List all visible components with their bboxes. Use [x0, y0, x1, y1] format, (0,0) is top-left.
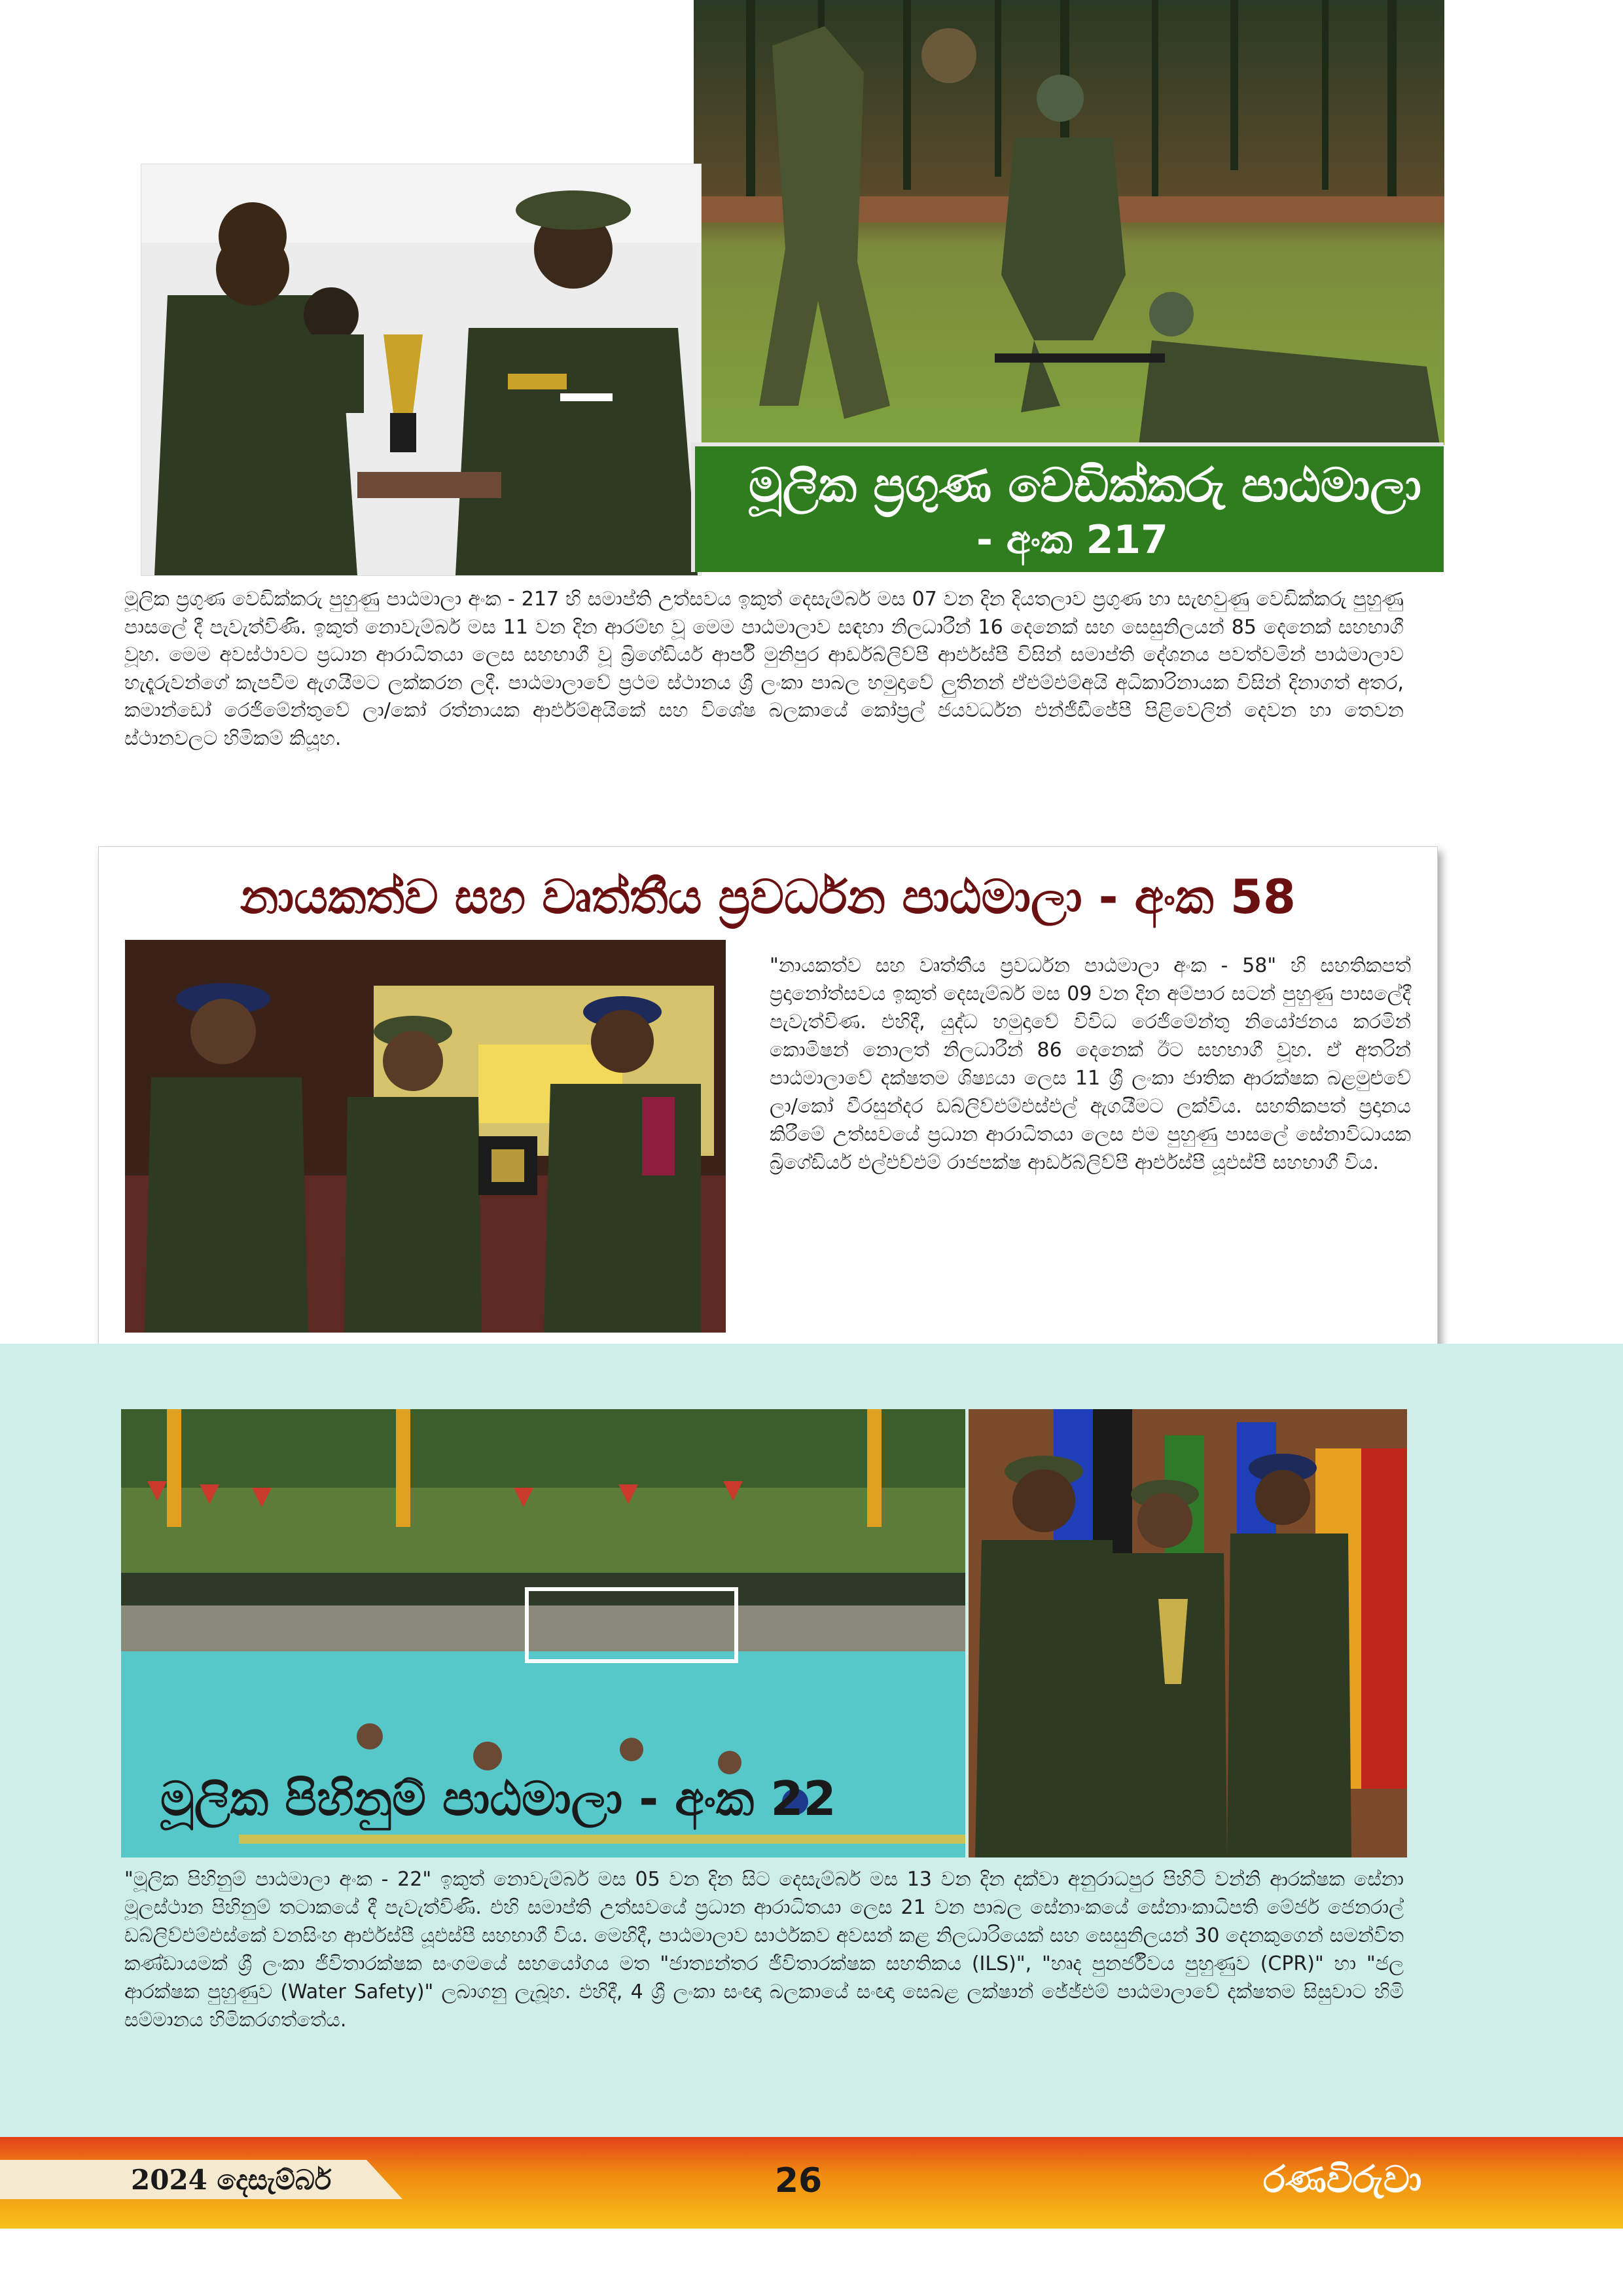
- section2-card: [98, 846, 1438, 1371]
- section2-title: නායකත්ව සහ වෘත්තීය ප්‍රවර්ධන පාඨමාලා - අංක 58: [240, 869, 1296, 924]
- photo-certificate-presentation: [125, 940, 726, 1333]
- page-number: 26: [774, 2161, 823, 2200]
- footer-brand-logo: රණවිරුවා: [1263, 2159, 1422, 2201]
- section1-title-line2: - අංක 217: [976, 517, 1168, 563]
- photo-rifle-training: [694, 0, 1444, 445]
- section1-title-line1: මූලික ප්‍රගුණ වෙඩික්කරු පාඨමාලා: [749, 457, 1421, 512]
- photo-swimming-award: [969, 1409, 1407, 1857]
- section2-body: "නායකත්ව සහ වෘත්තීය ප්‍රවර්ධන පාඨමාලා අංක - 58" හි සහතිකපත් ප්‍රදානෝත්සවය ඉකුත් දෙසැම්බර් මස 09 වන දින අම්පාර සටන් පුහුණු පාසලේදී පැවැත්විණ. එහිදී, යුද්ධ හමුදාවේ විවිධ රෙජිමේන්තු නියෝජනය කරමින් කොමිෂන් නොලත් නිලධාරීන් 86 දෙනෙක් ඊට සහභාගී වූහ. ඒ අතරින් පාඨමාලාවේ දක්ෂතම ශිෂ්‍යයා ලෙස 11 ශ්‍රී ලංකා ජාතික ආරක්ෂක බළමුළුවේ ලා/කෝ වීරසුන්දර ඩබ්ලිව්එම්එස්එල් ඇගයීමට ලක්විය. සහතිකපත් ප්‍රදානය කිරීමේ උත්සවයේ ප්‍රධාන ආරාධිතයා ලෙස එම පුහුණු පාසලේ සේනාවිධායක බ්‍රිගේඩියර් එල්එච්එම් රාජපක්ෂ ආර්ඩබ්ලිව්පී ආර්එස්පී යූඑස්පී සහභාගී විය.: [770, 954, 1411, 1174]
- section3-body: "මූලික පිහිනුම් පාඨමාලා අංක - 22" ඉකුත් නොවැම්බර් මස 05 වන දින සිට දෙසැම්බර් මස 13 වන දින දක්වා අනුරාධපුර පිහිටි වන්නි ආරක්ෂක සේනා මූලස්ථාන පිහිනුම් තටාකයේ දී පැවැත්විණි. එහි සමාප්ති උත්සවයේ ප්‍රධාන ආරාධිතයා ලෙස 21 වන පාබල සේනාංකයේ සේනාංකාධිපති මේජර් ජෙනරාල් ඩබ්ලිව්එම්එස්කේ වනසිංහ ආර්එස්පී යූඑස්පී සහභාගී විය. මෙහිදී, පාඨමාලාව සාර්ථකව අවසන් කළ නිලධාරියෙක් සහ සෙසුනිලයන් 30 දෙනකුගෙන් සමන්විත කණ්ඩායමක් ශ්‍රී ලංකා ජීවිතාරක්ෂක සංගමයේ සහයෝගය මත "ජාත්‍යන්තර ජීවිතාරක්ෂක සහතිකය (ILS)", "හෘද පුනර්ජීවය පුහුණුව (CPR)" හා "ජල ආරක්ෂක පුහුණුව (Water Safety)" ලබාගනු ලැබූහ. එහිදී, 4 ශ්‍රී ලංකා සංඥා බලකායේ සංඥා සෙබළ ලක්ෂාන් ජේජ්එම් පාඨමාලාවේ දක්ෂතම සිසුවාට හිමි සම්මානය හිමිකරගත්තේය.: [124, 1868, 1404, 2032]
- section1-body: මූලික ප්‍රගුණ වෙඩික්කරු පුහුණු පාඨමාලා අංක - 217 හි සමාප්ති උත්සවය ඉකුත් දෙසැම්බර් මස 07 වන දින දියතලාව ප්‍රගුණ හා සැඟවුණු වෙඩික්කරු පුහුණු පාසලේ දී පැවැත්විණි. ඉකුත් නොවැම්බර් මස 11 වන දින ආරම්භ වූ මෙම පාඨමාලාව සඳහා නිලධාරීන් 16 දෙනෙක් සහ සෙසුනිලයන් 85 දෙනෙක් සහභාගී වූහ. මෙම අවස්ථාවට ප්‍රධාන ආරාධිතයා ලෙස සහභාගී වූ බ්‍රිගේඩියර් ආර්පී මුනිපුර ආර්ඩබ්ලිව්පී ආර්එස්පී විසින් සමාප්ති දේශනය පවත්වමින් පාඨමාලාව හැදෑරුවන්ගේ කැපවීම ඇගයීමට ලක්කරන ලදී. පාඨමාලාවේ ප්‍රථම ස්ථානය ශ්‍රී ලංකා පාබල හමුදාවේ ලුතිනන් ඒඑම්එම්අයි අධිකාරිනායක විසින් දිනාගත් අතර, කමාන්ඩෝ රෙජිමේන්තුවේ ලා/කෝ රත්නායක ආර්එම්අයිකේ සහ විශේෂ බලකායේ කෝප්‍රල් ජයවර්ධන එන්ජීඩීජේපී පිළිවෙලින් දෙවන හා තෙවන ස්ථානවලට හිමිකම් කියූහ.: [124, 588, 1404, 750]
- footer-date: 2024 දෙසැම්බර්: [131, 2164, 332, 2196]
- photo-trophy-presentation: [141, 164, 702, 576]
- section3-title: මූලික පිහිනුම් පාඨමාලා - අංක 22: [160, 1771, 836, 1826]
- section1-title-banner: [691, 442, 1444, 572]
